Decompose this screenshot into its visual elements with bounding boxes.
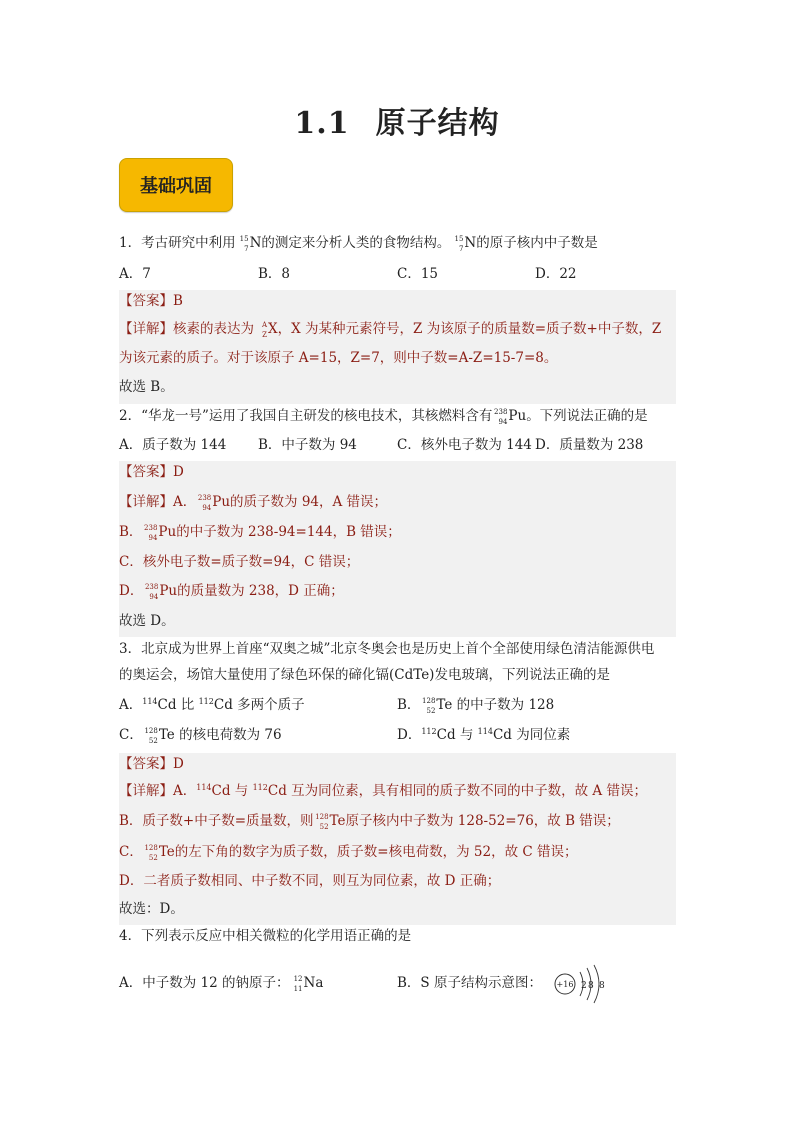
explanation-line: 【详解】核素的表达为 A Z X，X 为某种元素符号，Z 为该原子的质量数=质子数+中子数，Z bbox=[119, 320, 662, 339]
conclusion-line: 故选：D。 bbox=[119, 901, 184, 917]
question-1-stem: 1．考古研究中利用 15 7 N的测定来分析人类的食物结构。 15 7 N的原子核内中子数是 bbox=[119, 234, 598, 253]
explanation-line: 【详解】A．$^{114}$Cd 与 $^{112}$Cd 互为同位素，具有相同的质子数不同的中子数，故 A 错误； bbox=[119, 783, 647, 799]
isotope-notation: 15 7 bbox=[239, 234, 249, 253]
question-2-stem: 2．“华龙一号”运用了我国自主研发的核电技术，其核燃料含有 238 94 Pu。下列说法正确的是 bbox=[119, 407, 648, 426]
answer-label: 【答案】D bbox=[119, 464, 184, 480]
explanation-line: D． 238 94 Pu的质量数为 238，D 正确； bbox=[119, 582, 344, 601]
question-3-option-a: A．$^{114}$Cd 比 $^{112}$Cd 多两个质子 bbox=[119, 697, 305, 713]
question-1-option-d: D．22 bbox=[535, 266, 577, 282]
explanation-line: B． 238 94 Pu的中子数为 238-94=144，B 错误； bbox=[119, 523, 401, 542]
explanation-line: 为该元素的质子。对于该原子 A=15，Z=7，则中子数=A-Z=15-7=8。 bbox=[119, 350, 558, 366]
question-3-option-c: C． 128 52 Te 的核电荷数为 76 bbox=[119, 726, 282, 745]
question-1-option-a: A．7 bbox=[119, 266, 151, 282]
shell-electron-count: 2 bbox=[581, 981, 587, 991]
nucleus-charge: +16 bbox=[556, 980, 574, 989]
answer-label: 【答案】B bbox=[119, 293, 183, 309]
answer-block-2 bbox=[119, 461, 676, 637]
question-2-option-c: C．核外电子数为 144 bbox=[397, 437, 532, 453]
explanation-line: B．质子数+中子数=质量数，则 128 52 Te原子核内中子数为 128-52=76，故 B 错误； bbox=[119, 812, 620, 831]
shell-electron-count: 8 bbox=[588, 981, 594, 991]
question-1-option-c: C．15 bbox=[397, 266, 439, 282]
explanation-line: 【详解】A． 238 94 Pu的质子数为 94，A 错误； bbox=[119, 493, 388, 512]
conclusion-line: 故选 B。 bbox=[119, 379, 174, 395]
question-4-option-b: B．S 原子结构示意图： bbox=[397, 975, 542, 991]
explanation-line: D．二者质子数相同、中子数不同，则互为同位素，故 D 正确； bbox=[119, 873, 501, 889]
section-title: 原子结构 bbox=[375, 106, 500, 141]
question-3-stem-line-2: 的奥运会，场馆大量使用了绿色环保的碲化镉(CdTe)发电玻璃，下列说法正确的是 bbox=[119, 667, 610, 683]
question-2-option-d: D．质量数为 238 bbox=[535, 437, 644, 453]
atom-structure-diagram bbox=[554, 964, 614, 1004]
page-title bbox=[0, 98, 794, 142]
question-4-option-a: A．中子数为 12 的钠原子： 12 11 Na bbox=[119, 974, 324, 993]
explanation-line: C．核外电子数=质子数=94，C 错误； bbox=[119, 554, 360, 570]
answer-block-3 bbox=[119, 753, 676, 925]
question-4-stem: 4．下列表示反应中相关微粒的化学用语正确的是 bbox=[119, 928, 412, 944]
answer-block-1 bbox=[119, 290, 676, 404]
question-3-option-d: D．$^{112}$Cd 与 $^{114}$Cd 为同位素 bbox=[397, 727, 571, 743]
answer-label: 【答案】D bbox=[119, 756, 184, 772]
question-3-option-b: B． 128 52 Te 的中子数为 128 bbox=[397, 696, 555, 715]
shell-electron-count: 8 bbox=[599, 981, 605, 991]
question-3-stem-line-1: 3．北京成为世界上首座“双奥之城”北京冬奥会也是历史上首个全部使用绿色清洁能源供电 bbox=[119, 641, 655, 657]
question-2-option-b: B．中子数为 94 bbox=[258, 437, 357, 453]
section-badge: 基础巩固 bbox=[119, 158, 233, 212]
question-1-option-b: B．8 bbox=[258, 266, 291, 282]
conclusion-line: 故选 D。 bbox=[119, 613, 175, 629]
explanation-line: C． 128 52 Te的左下角的数字为质子数，质子数=核电荷数，为 52，故 C 错误； bbox=[119, 843, 578, 862]
isotope-notation: 15 7 bbox=[454, 234, 464, 253]
section-number: 1.1 bbox=[294, 106, 350, 141]
question-2-option-a: A．质子数为 144 bbox=[119, 437, 227, 453]
